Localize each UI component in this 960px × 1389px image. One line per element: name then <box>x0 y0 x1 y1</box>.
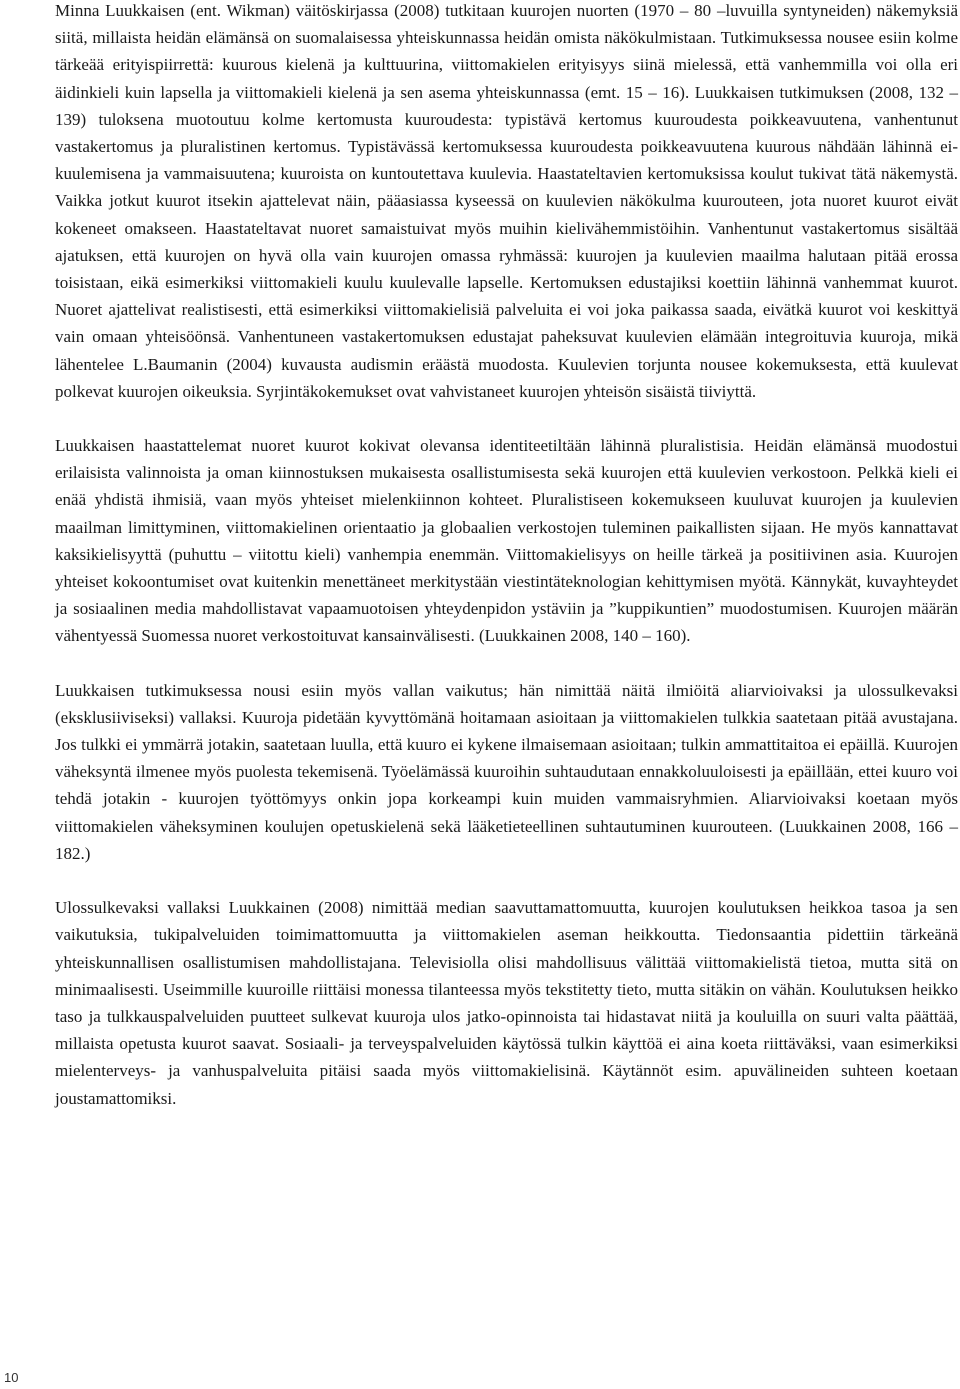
paragraph: Luukkaisen haastattelemat nuoret kuurot kokivat olevansa identiteetiltään lähinnä pluralistisia. Heidän elämänsä muodostui erilaisista valinnoista ja oman kiinnostuksen mukaisesta osallistumisesta sekä kuurojen että kuulevien verkostoon. Pelkkä kieli ei enää yhdistä ihmisiä, vaan myös yhteiset mielenkiinnon kohteet. Pluralistiseen kokemukseen kuuluvat kuurojen ja kuulevien maailman limittyminen, viittomakielinen orientaatio ja globaalien verkostojen tuleminen paikallisten sijaan. He myös kannattavat kaksikielisyyttä (puhuttu – viitottu kieli) vanhempia enemmän. Viittomakielisyys on heille tärkeä ja positiivinen asia. Kuurojen yhteiset kokoontumiset ovat kuitenkin menettäneet merkitystään viestintäteknologian kehittymisen myötä. Kännykät, kuvayhteydet ja sosiaalinen media mahdollistavat vapaamuotoisen yhteydenpidon ystäviin ja ”kuppikuntien” muodostumisen. Kuurojen määrän vähentyessä Suomessa nuoret verkostoituvat kansainvälisesti. (Luukkainen 2008, 140 – 160). <box>55 436 958 646</box>
paragraph: Luukkaisen tutkimuksessa nousi esiin myös vallan vaikutus; hän nimittää näitä ilmiöitä aliarvioivaksi ja ulossulkevaksi (eksklusiiviseksi) vallaksi. Kuuroja pidetään kyvyttömänä hoitamaan asioitaan ja viittomakielen tulkkia saatetaan pitää avustajana. Jos tulkki ei ymmärrä jotakin, saatetaan luulla, että kuuro ei kykene ilmaisemaan asioitaan; tulkin ammattitaitoa ei epäillä. Kuurojen väheksyntä ilmenee myös puolesta tekemisenä. Työelämässä kuuroihin suhtaudutaan ennakkoluuloisesti ja epäillään, ettei kuuro voi tehdä jotakin - kuurojen työttömyys onkin jopa korkeampi kuin muiden vammaisryhmien. Aliarvioivaksi koetaan myös viittomakielen väheksyminen koulujen opetuskielenä sekä lääketieteellinen suhtautuminen kuurouteen. (Luukkainen 2008, 166 – 182.) <box>55 680 958 863</box>
document-body <box>55 0 958 1112</box>
page-number: 10 <box>4 1370 19 1385</box>
paragraph: Minna Luukkaisen (ent. Wikman) väitöskirjassa (2008) tutkitaan kuurojen nuorten (1970 – 80 –luvuilla syntyneiden) näkemyksiä siitä, millaista heidän elämänsä on suomalaisessa yhteiskunnassa heidän omista näkökulmistaan. Tutkimuksessa nousee esiin kolme tärkeää erityispiirrettä: kuurous kielenä ja kulttuurina, viittomakielen erityisyys siinä mielessä, että vanhemmilla voi olla eri äidinkieli kuin lapsella ja viittomakieli kielenä ja sen asema yhteiskunnassa (emt. 15 – 16). Luukkaisen tutkimuksen (2008, 132 – 139) tuloksena muotoutuu kolme kertomusta kuuroudesta: typistävä kertomus kuuroudesta poikkeavuutena, vanhentunut vastakertomus ja pluralistinen kertomus. Typistävässä kertomuksessa kuuroudesta poikkeavuutena kuurous nähdään lähinnä ei-kuulemisena ja vammaisuutena; kuuroista on kuntoutettava kuulevia. Haastateltavien kertomuksissa koulut tukivat tätä näkemystä. Vaikka jotkut kuurot itsekin ajattelevat näin, pääasiassa kyseessä on kuulevien näkökulma kuurouteen, jota nuoret kuurot eivät kokeneet omakseen. Haastateltavat nuoret samaistuivat myös muihin kielivähemmistöihin. Vanhentunut vastakertomus sisältää ajatuksen, että kuurojen on hyvä olla vain kuurojen omassa ryhmässä: kuurojen ja kuulevien maailma halutaan pitää erossa toisistaan, eikä esimerkiksi viittomakieli kuulu kuulevalle lapselle. Kertomuksen edustajiksi koettiin lähinnä vanhemmat kuurot. Nuoret ajattelivat realistisesti, että esimerkiksi viittomakielisiä palveluita ei voi joka paikassa saada, eivätkä kuurot voi keskittyä vain omaan yhteisöönsä. Vanhentuneen vastakertomuksen edustajat paheksuvat kuulevien elämään integroituvia kuuroja, mikä lähentelee L.Baumanin (2004) kuvausta audismin eräästä muodosta. Kuulevien torjunta nousee kokemuksesta, että kuulevat polkevat kuurojen oikeuksia. Syrjintäkokemukset ovat vahvistaneet kuurojen yhteisön sisäistä tiiviyttä. <box>55 1 958 401</box>
paragraph: Ulossulkevaksi vallaksi Luukkainen (2008) nimittää median saavuttamattomuutta, kuurojen koulutuksen heikkoa tasoa ja sen vaikutuksia, tukipalveluiden toimimattomuutta ja viittomakielen aseman heikkoutta. Tiedonsaantia pidettiin tärkeänä yhteiskunnallisen osallistumisen mahdollistajana. Televisiolla olisi mahdollisuus välittää viittomakielistä tietoa, mutta sitä on minimaalisesti. Useimmille kuuroille riittäisi monessa tilanteessa myös tekstitetty tieto, mutta sitäkin on vähän. Koulutuksen heikko taso ja tulkkauspalveluiden puutteet sulkevat kuuroja ulos jatko-opinnoista tai hidastavat niitä ja kouluilla on suuri valta päättää, millaista opetusta kuurot saavat. Sosiaali- ja terveyspalveluiden käytössä tulkin käyttöä ei aina koeta riittäväksi, vaan esimerkiksi mielenterveys- ja vanhuspalveluita pitäisi saada myös viittomakielisinä. Käytännöt esim. apuvälineiden suhteen koetaan joustamattomiksi. <box>55 898 958 1108</box>
